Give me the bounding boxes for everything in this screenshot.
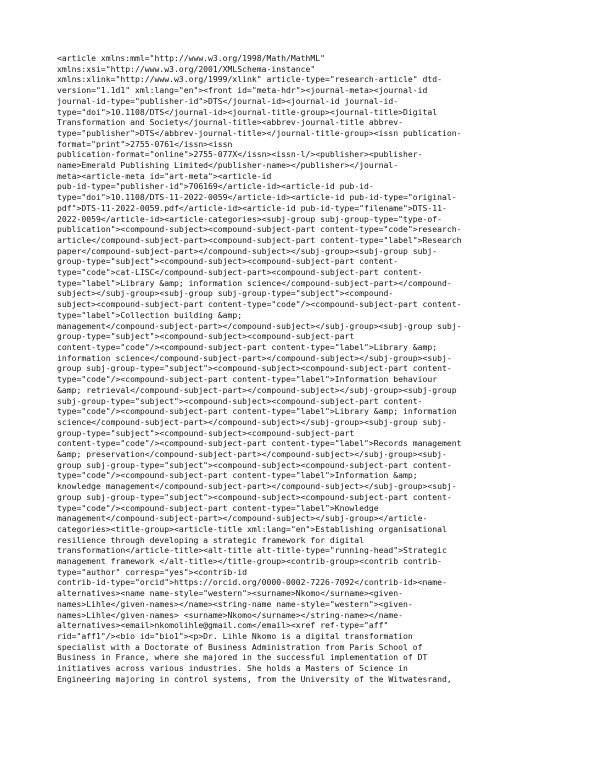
xml-text-line: group subj-group-type="subject"><compound-subject><compound-subject-part content- — [57, 363, 452, 374]
xml-text-line: publication"><compound-subject><compound-subject-part content-type="code">research- — [57, 224, 462, 235]
xml-text-line: <article xmlns:mml="http://www.w3.org/1998/Math/MathML" — [57, 53, 326, 63]
xml-text-line: format="print">2755-0761</issn><issn — [57, 138, 233, 149]
xml-text-line: type="code"/><compound-subject-part content-type="label">Knowledge — [57, 502, 379, 513]
xml-text-line: paper</compound-subject-part></compound-subject></subj-group><subj-group subj- — [57, 245, 438, 256]
xml-text-line: contrib-id-type="orcid">https://orcid.org/0000-0002-7226-7092</contrib-id><name- — [57, 577, 447, 588]
xml-text-line: names>Lihle</given-names> <surname>Nkomo</surname></string-name></name- — [57, 609, 403, 620]
xml-text-line: &amp; preservation</compound-subject-part></compound-subject></subj-group><subj- — [57, 449, 447, 460]
xml-text-line: management framework </alt-title></title-group><contrib-group><contrib contrib- — [57, 556, 442, 567]
xml-text-line: information science</compound-subject-part></compound-subject></subj-group><subj- — [57, 352, 452, 363]
xml-text-line: Business in France, where she majored in the successful implementation of DT — [57, 652, 428, 663]
xml-text-line: name>Emerald Publishing Limited</publisher-name></publisher></journal- — [57, 160, 399, 171]
xml-text-line: resilience through developing a strategic framework for digital — [57, 534, 364, 545]
xml-text-line: group subj-group-type="subject"><compound-subject><compound-subject-part content- — [57, 491, 452, 502]
xml-text-line: type="code"/><compound-subject-part content-type="label">Information behaviour — [57, 374, 438, 385]
xml-text-line: subj-group-type="subject"><compound-subject><compound-subject-part content- — [57, 395, 423, 406]
xml-text-line: subject></subj-group><subj-group subj-group-type="subject"><compound- — [57, 288, 394, 299]
xml-text-line: type="label">Collection building &amp; — [57, 309, 243, 320]
xml-text-line: alternatives><email>nkomolihle@gmail.com</email><xref ref-type="aff" — [57, 620, 389, 631]
xml-text-line: type="code"/><compound-subject-part content-type="label">Library &amp; information — [57, 406, 457, 417]
xml-text-line: science</compound-subject-part></compound-subject></subj-group><subj-group subj- — [57, 416, 447, 427]
xml-text-line: type="code"/><compound-subject-part content-type="label">Information &amp; — [57, 470, 418, 481]
xml-text-line: categories><title-group><article-title xml:lang="en">Establishing organisational — [57, 523, 447, 534]
xml-source-document — [57, 53, 557, 684]
xml-text-line: type="doi">10.1108/DTS</journal-id><journal-title-group><journal-title>Digital — [57, 106, 438, 117]
xml-text-line: group-type="subject"><compound-subject><compound-subject-part — [57, 331, 355, 342]
xml-text-line: pub-id-type="publisher-id">706169</article-id><article-id pub-id- — [57, 181, 374, 192]
xml-text-line: Transformation and Society</journal-title><abbrev-journal-title abbrev- — [57, 117, 403, 128]
xml-text-line: journal-id-type="publisher-id">DTS</journal-id><journal-id journal-id- — [57, 95, 399, 106]
xml-text-line: 2022-0059</article-id><article-categories><subj-group subj-group-type="type-of- — [57, 213, 442, 224]
xml-text-line: Engineering majoring in control systems, from the University of the Witwatesrand, — [57, 673, 452, 684]
xml-text-line: initiatives across various industries. She holds a Masters of Science in — [57, 663, 408, 674]
xml-text-line: content-type="code"/><compound-subject-part content-type="label">Library &amp; — [57, 341, 438, 352]
xml-text-line: management</compound-subject-part></compound-subject></subj-group></article- — [57, 513, 428, 524]
xml-text-line: group-type="subject"><compound-subject><compound-subject-part content- — [57, 256, 399, 267]
xml-text-line: names>Lihle</given-names></name><string-name name-style="western"><given- — [57, 598, 413, 609]
xml-text-line: alternatives><name name-style="western"><surname>Nkomo</surname><given- — [57, 588, 403, 599]
xml-text-line: management</compound-subject-part></compound-subject></subj-group><subj-group subj- — [57, 320, 462, 331]
xml-text-line: transformation</article-title><alt-title alt-title-type="running-head">Strategic — [57, 545, 447, 556]
xml-text-line: version="1.1d1" xml:lang="en"><front id="meta-hdr"><journal-meta><journal-id — [57, 85, 428, 96]
xml-text-line: meta><article-meta id="art-meta"><article-id — [57, 170, 272, 181]
xml-text-line: knowledge management</compound-subject-part></compound-subject></subj-group><subj- — [57, 481, 457, 492]
xml-text-line: group subj-group-type="subject"><compound-subject><compound-subject-part content- — [57, 459, 452, 470]
xml-text-line: content-type="code"/><compound-subject-part content-type="label">Records management — [57, 438, 462, 449]
xml-text-line: xmlns:xsi="http://www.w3.org/2001/XMLSchema-instance" — [57, 63, 316, 74]
xml-text-line: article</compound-subject-part><compound-subject-part content-type="label">Research — [57, 234, 462, 245]
xml-text-line: type="author" corresp="yes"><contrib-id — [57, 566, 248, 577]
xml-text-line: group-type="subject"><compound-subject><compound-subject-part — [57, 427, 355, 438]
xml-text-line: subject><compound-subject-part content-type="code"/><compound-subject-part content- — [57, 299, 462, 310]
xml-text-line: type="doi">10.1108/DTS-11-2022-0059</article-id><article-id pub-id-type="original- — [57, 192, 457, 203]
xml-text-line: publication-format="online">2755-077X</issn><issn-l/><publisher><publisher- — [57, 149, 423, 160]
xml-text-line: &amp; retrieval</compound-subject-part></compound-subject></subj-group><subj-group — [57, 384, 457, 395]
xml-text-line: specialist with a Doctorate of Business Administration from Paris School of — [57, 641, 423, 652]
xml-text-line: pdf">DTS-11-2022-0059.pdf</article-id><article-id pub-id-type="filename">DTS-11- — [57, 202, 447, 213]
xml-text-line: type="publisher">DTS</abbrev-journal-title></journal-title-group><issn publication- — [57, 127, 462, 138]
xml-text-line: type="label">Library &amp; information science</compound-subject-part></compound- — [57, 277, 452, 288]
xml-text-line: type="code">cat-LISC</compound-subject-part><compound-subject-part content- — [57, 267, 423, 278]
xml-text-line: rid="aff1"/><bio id="bio1"><p>Dr. Lihle Nkomo is a digital transformation — [57, 630, 413, 641]
xml-text-line: xmlns:xlink="http://www.w3.org/1999/xlink" article-type="research-article" dtd- — [57, 74, 442, 85]
